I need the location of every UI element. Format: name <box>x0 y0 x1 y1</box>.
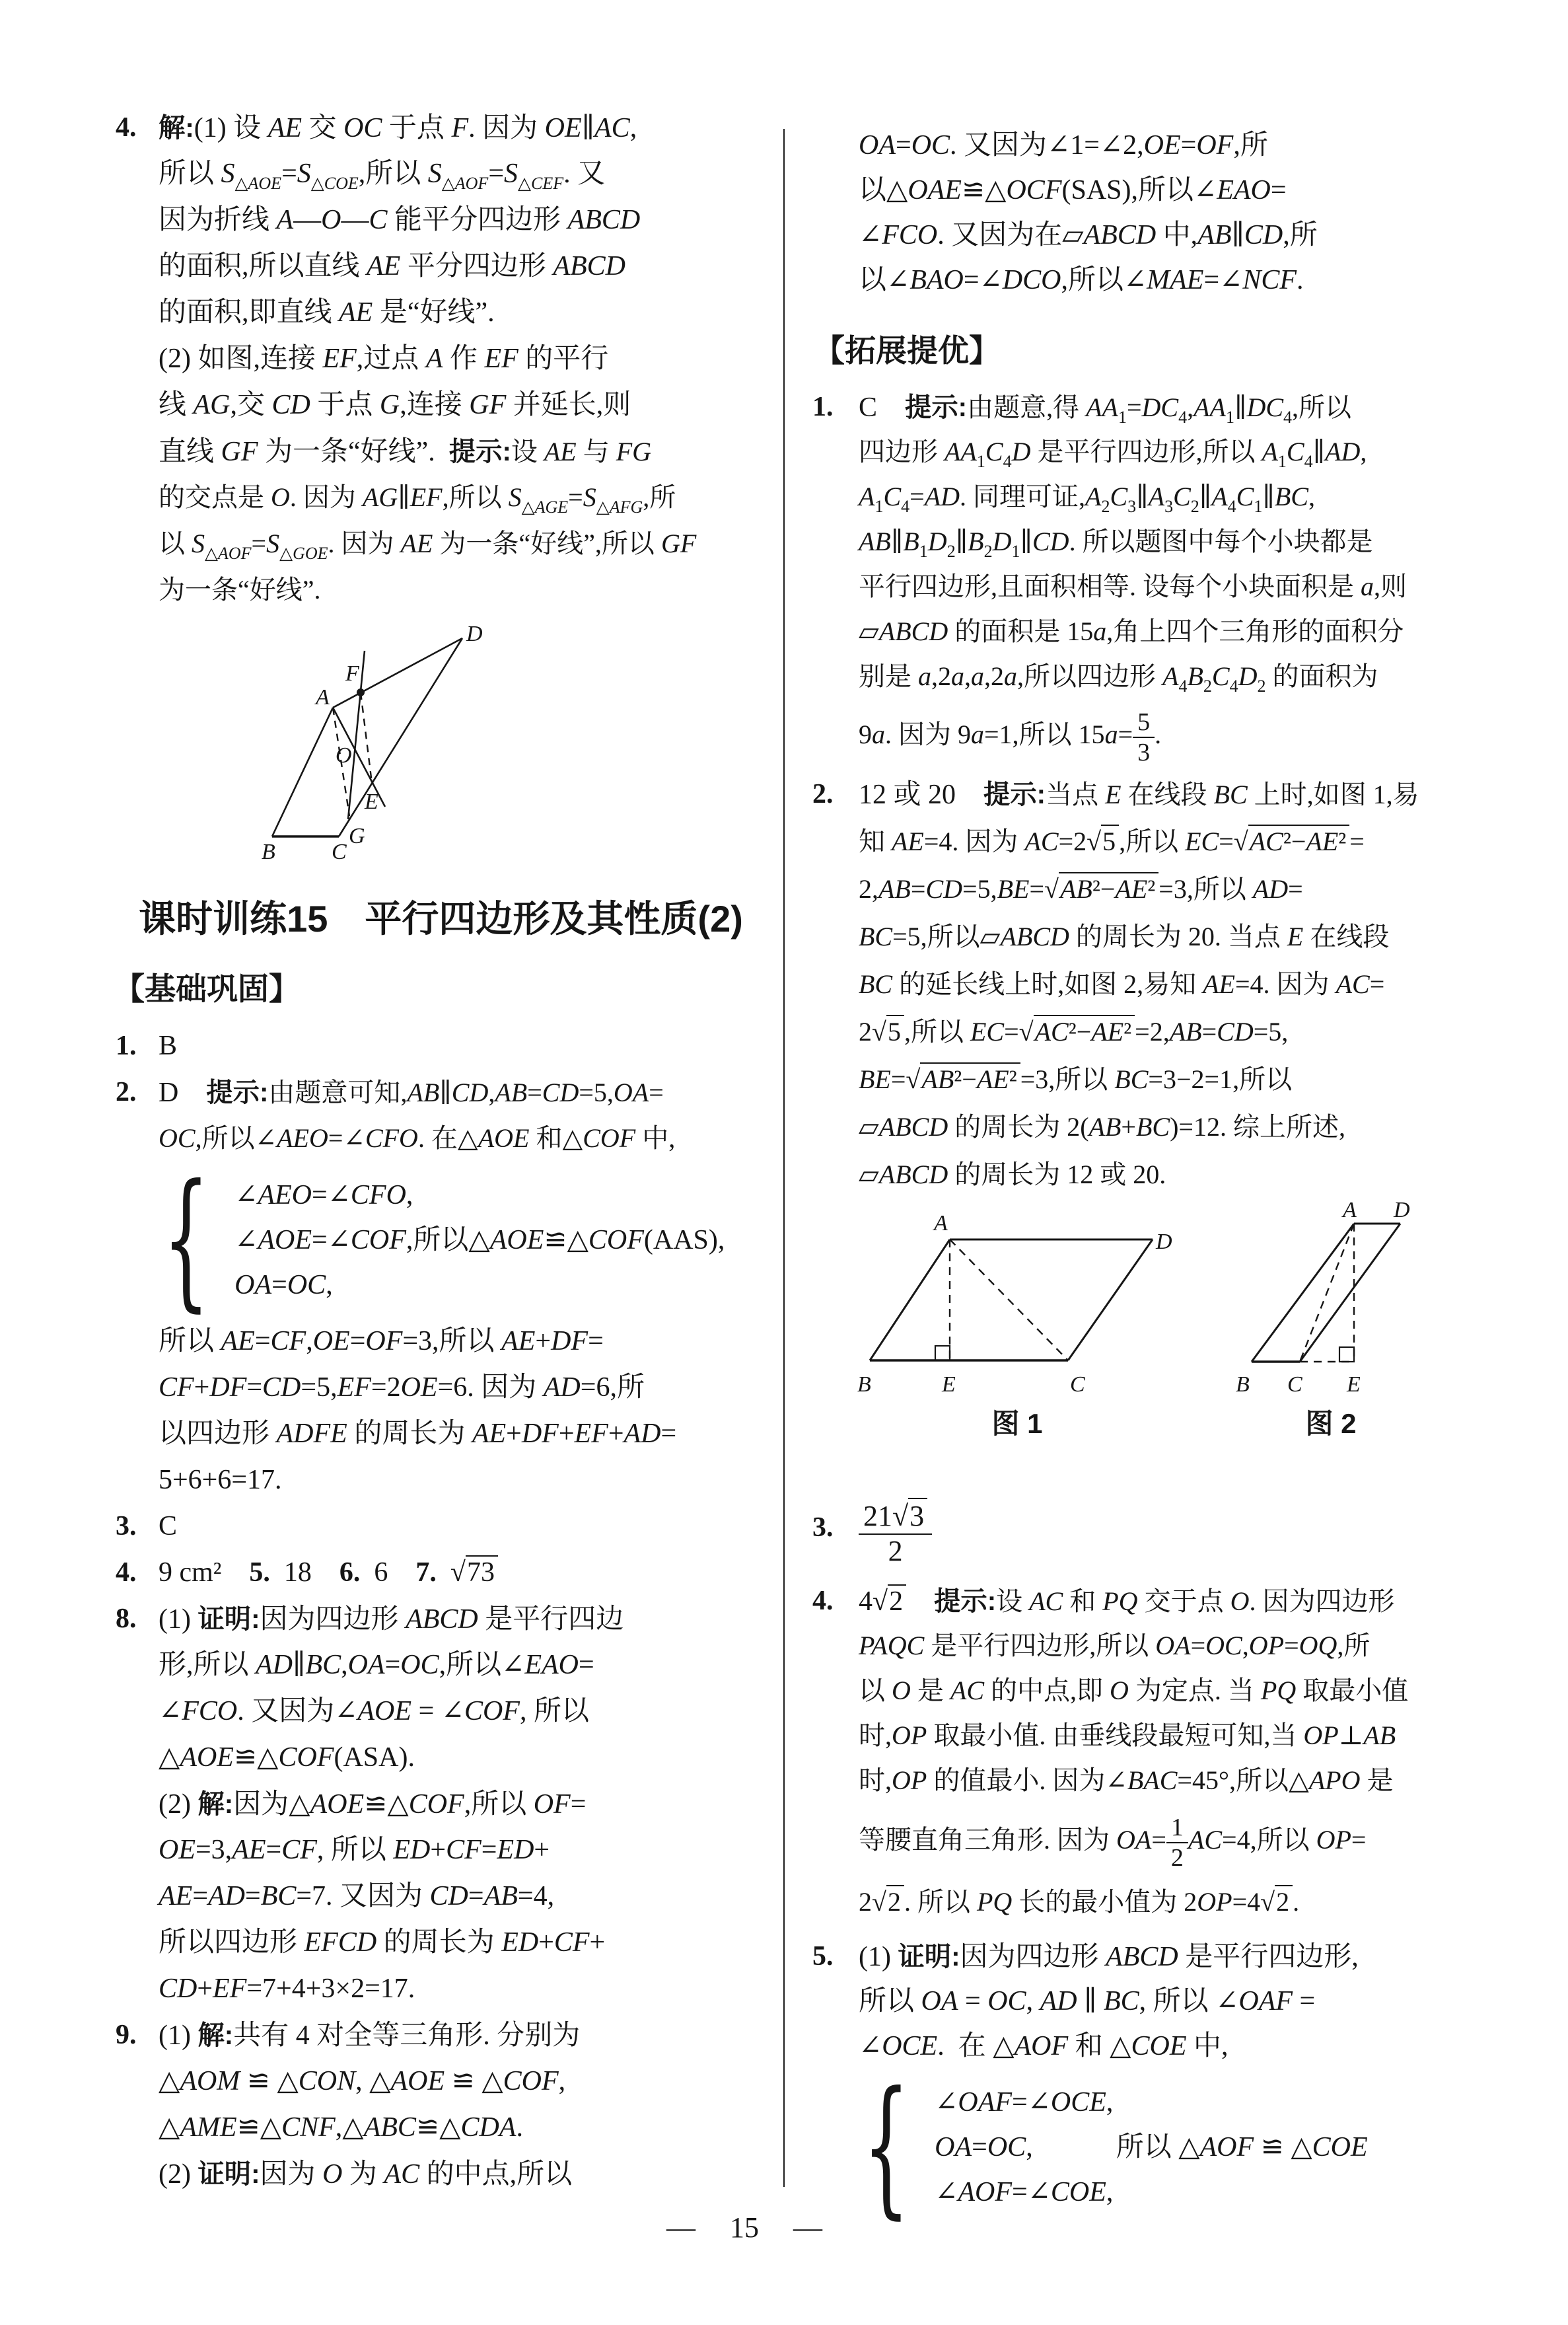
text-line: BC=5,所以▱ABCD 的周长为 20. 当点 E 在线段 <box>859 922 1390 951</box>
text-line: 4. 4√2 提示:设 AC 和 PQ 交于点 O. 因为四边形 <box>812 1586 1395 1617</box>
text-line: 的交点是 O. 因为 AG∥EF,所以 $S_{\triangle AGE}=S_{\triangle AFG}$,所 <box>159 482 676 517</box>
text-line: $AB\parallel B_1D_2\parallel B_2D_1\parallel CD$. 所以题图中每个小块都是 <box>859 527 1373 561</box>
text-line: 四边形 $AA_1C_4D$ 是平行四边形,所以 $A_1C_4\parallel AD$, <box>859 437 1367 471</box>
label-C: C <box>332 840 347 864</box>
text-line: 9. (1) 解:共有 4 对全等三角形. 分别为 <box>116 2020 581 2051</box>
page-number: 15 <box>730 2211 759 2244</box>
text-line: OA=OC, <box>234 1269 333 1300</box>
figure-2-box <box>1225 1199 1437 1442</box>
text-line: ∠OCE. 在 △AOF 和 △COE 中, <box>859 2031 1229 2061</box>
label-F: F <box>345 661 359 686</box>
text-line: OC,所以∠AEO=∠CFO. 在△AOE 和△COF 中, <box>159 1123 676 1153</box>
label-A: A <box>1343 1199 1357 1222</box>
text-line: 知 AE=4. 因为 AC=2√5 ,所以 EC=√AC²−AE² = <box>859 818 1522 866</box>
text-line: 为一条“好线”. <box>159 575 321 605</box>
text-line: BC 的延长线上时,如图 2,易知 AE=4. 因为 AC= <box>859 969 1385 999</box>
text-line: 3. C <box>116 1511 178 1541</box>
text-line: 别是 a,2a,a,2a,所以四边形 $A_4B_2C_4D_2$ 的面积为 <box>859 661 1378 696</box>
text-line: 2√5 ,所以 EC=√AC²−AE² =2,AB=CD=5, <box>859 1008 1522 1056</box>
text-line: CF+DF=CD=5,EF=2OE=6. 因为 AD=6,所 <box>159 1372 645 1403</box>
system-lines <box>935 2080 1368 2215</box>
text-line: 所以 $S_{\triangle AOE}=S_{\triangle COE}$,所以 $S_{\triangle AOF}=S_{\triangle CEF}$. 又 <box>159 159 606 193</box>
label-G: G <box>349 824 365 848</box>
problem-4-solution <box>116 104 766 613</box>
text-line: OA=OC, 所以 △AOF ≌ △COE <box>935 2131 1368 2162</box>
fraction-line-op: 等腰直角三角形. 因为 OA= $\frac{1}{2}$ AC=4,所以 OP= <box>859 1813 1367 1872</box>
text-line: 所以四边形 EFCD 的周长为 ED+CF+ <box>159 1927 606 1958</box>
text-line: 2. 12 或 20 提示:当点 E 在线段 BC 上时,如图 1,易 <box>812 779 1419 810</box>
text-line: 5+6+6=17. <box>159 1465 282 1495</box>
text-line: 以△OAE≌△OCF(SAS),所以∠EAO= <box>859 175 1287 205</box>
text-line: ▱ABCD 的周长为 12 或 20. <box>859 1160 1166 1189</box>
right-angle-mark <box>935 1346 950 1360</box>
basic-items-1-2 <box>116 1023 766 1162</box>
problem-continuation <box>859 123 1522 303</box>
item-3-value: $\frac{21√3}{2}$ <box>859 1501 932 1567</box>
equation-system-2 <box>863 2060 1522 2233</box>
text-line: 以 $S_{\triangle AOF}=S_{\triangle GOE}$. 因为 AE 为一条“好线”,所以 GF <box>159 529 697 563</box>
footer-dash-right: — <box>793 2211 822 2244</box>
label-B: B <box>1236 1372 1250 1397</box>
text-line: 所以 AE=CF,OE=OF=3,所以 AE+DF= <box>159 1326 604 1356</box>
text-line: AE=AD=BC=7. 又因为 CD=AB=4, <box>159 1881 555 1911</box>
point-F-dot <box>357 688 365 696</box>
text-line: (2) 如图,连接 EF,过点 A 作 EF 的平行 <box>159 344 609 374</box>
column-divider <box>783 129 785 2187</box>
item-number: 3. <box>812 1512 834 1543</box>
brace-icon: { <box>162 1153 210 1326</box>
text-line: 因为折线 A—O—C 能平分四边形 ABCD <box>159 205 641 235</box>
footer-dash-left: — <box>666 2211 695 2244</box>
text-line: 8. (1) 证明:因为四边形 ABCD 是平行四边 <box>116 1604 624 1635</box>
label-B: B <box>262 840 275 864</box>
text-line: △AOM ≌ △CON, △AOE ≌ △COF, <box>159 2066 566 2096</box>
label-O: O <box>336 743 352 768</box>
geometry-figure-2 <box>1225 1199 1437 1397</box>
geometry-figure-good-line <box>244 613 495 877</box>
text-line: 4. 解:(1) 设 AE 交 OC 于点 F. 因为 OE∥AC, <box>116 112 637 143</box>
text-line: 的面积,即直线 AE 是“好线”. <box>159 297 495 328</box>
text-line: 时,OP 取最小值. 由垂线段最短可知,当 OP⊥AB <box>859 1720 1396 1750</box>
label-C: C <box>1070 1372 1085 1397</box>
text-line: 4. 9 cm² 5. 18 6. 6 7. √73 <box>159 1549 766 1596</box>
text-line: PAQC 是平行四边形,所以 OA=OC,OP=OQ,所 <box>859 1631 1371 1660</box>
text-line: ∠FCO. 又因为在▱ABCD 中,AB∥CD,所 <box>859 220 1318 250</box>
section-basic: 【基础巩固】 <box>114 971 300 1006</box>
text-line: ▱ABCD 的面积是 15a,角上四个三角形的面积分 <box>859 616 1404 646</box>
text-line: 2. D 提示:由题意可知,AB∥CD,AB=CD=5,OA= <box>116 1077 664 1108</box>
label-C: C <box>1287 1372 1302 1397</box>
label-E: E <box>365 790 378 814</box>
label-D: D <box>466 622 483 646</box>
equation-system-1 <box>162 1153 766 1326</box>
basic-items-2-7 <box>116 1318 766 1596</box>
label-D: D <box>1156 1230 1172 1254</box>
text-line: 直线 GF 为一条“好线”. 提示:设 AE 与 FG <box>159 436 652 467</box>
text-line: 所以 OA = OC, AD ∥ BC, 所以 ∠OAF = <box>859 1986 1316 2016</box>
text-line: OE=3,AE=CF, 所以 ED+CF=ED+ <box>159 1835 550 1865</box>
text-line: 以四边形 ADFE 的周长为 AE+DF+EF+AD= <box>159 1419 677 1449</box>
text-line: ∠AOE=∠COF,所以△AOE≌△COF(AAS), <box>234 1224 725 1255</box>
label-D: D <box>1394 1199 1410 1222</box>
text-line: 1. B <box>116 1031 178 1061</box>
text-line: 平行四边形,且面积相等. 设每个小块面积是 a,则 <box>859 572 1407 601</box>
text-line: 的面积,所以直线 AE 平分四边形 ABCD <box>159 251 625 281</box>
item-4-last-line: 2√2 . 所以 PQ 长的最小值为 2OP=4√2 . <box>859 1877 1522 1927</box>
text-line: $A_1C_4=AD$. 同理可证$,A_2C_3\parallel A_3C_2\parallel A_4C_1\parallel BC$, <box>859 482 1315 516</box>
advanced-item-4 <box>812 1578 1522 1803</box>
label-B: B <box>857 1372 871 1397</box>
label-A: A <box>934 1211 948 1236</box>
text-line: CD+EF=7+4+3×2=17. <box>159 1974 415 2004</box>
left-column <box>116 104 766 2197</box>
label-A: A <box>316 685 330 710</box>
figures-row <box>812 1199 1522 1489</box>
right-column <box>812 123 1522 2233</box>
text-line: 时,OP 的值最小. 因为∠BAC=45°,所以△APO 是 <box>859 1765 1394 1795</box>
fraction-line-15a: 9a. 因为 9a=1,所以 15a= $\frac{5}{3}$ . <box>859 708 1162 766</box>
label-E: E <box>1347 1372 1361 1397</box>
text-line: ∠AOF=∠COE, <box>935 2176 1114 2207</box>
text-line: △AME≌△CNF,△ABC≌△CDA. <box>159 2112 523 2143</box>
right-angle-mark <box>1339 1347 1354 1362</box>
section-advanced: 【拓展提优】 <box>814 333 1000 368</box>
basic-item-9 <box>116 1919 766 2197</box>
page-footer <box>586 2208 903 2248</box>
text-line: ▱ABCD 的周长为 2(AB+BC)=12. 综上所述, <box>859 1112 1345 1142</box>
text-line: (2) 证明:因为 O 为 AC 的中点,所以 <box>159 2159 573 2190</box>
text-line: ∠FCO. 又因为∠AOE = ∠COF, 所以 <box>159 1696 589 1726</box>
text-line: ∠OAF=∠OCE, <box>935 2086 1114 2118</box>
system-lines <box>234 1173 725 1308</box>
advanced-item-5 <box>812 1934 1522 2069</box>
text-line: 以∠BAO=∠DCO,所以∠MAE=∠NCF. <box>859 265 1304 295</box>
basic-item-8 <box>116 1596 766 1919</box>
label-E: E <box>942 1372 956 1397</box>
text-line: 5. (1) 证明:因为四边形 ABCD 是平行四边形, <box>812 1941 1359 1972</box>
geometry-figure-1 <box>852 1199 1182 1397</box>
text-line: 形,所以 AD∥BC,OA=OC,所以∠EAO= <box>159 1650 594 1680</box>
text-line: △AOE≌△COF(ASA). <box>159 1742 415 1773</box>
text-line: ∠AEO=∠CFO, <box>234 1179 413 1210</box>
figure-1-box <box>852 1199 1182 1442</box>
figure-2-caption: 图 2 <box>1305 1408 1357 1439</box>
advanced-item-2 <box>812 770 1522 1199</box>
text-line: BE=√AB²−AE² =3,所以 BC=3−2=1,所以 <box>859 1056 1522 1103</box>
text-line: (2) 解:因为△AOE≌△COF,所以 OF= <box>159 1789 587 1820</box>
text-line: 1. C 提示:由题意,得 $AA_1=DC_4,AA_1\parallel DC_4$,所以 <box>812 392 1352 427</box>
lesson-title: 课时训练15 平行四边形及其性质(2) <box>139 898 743 940</box>
figure-1-caption: 图 1 <box>991 1408 1043 1439</box>
text-line: 2,AB=CD=5,BE=√AB²−AE² =3,所以 AD= <box>859 866 1522 913</box>
text-line: OA=OC. 又因为∠1=∠2,OE=OF,所 <box>859 130 1268 161</box>
figure-problem4 <box>159 613 766 885</box>
advanced-item-3 <box>812 1489 1522 1578</box>
text-line: 以 O 是 AC 的中点,即 O 为定点. 当 PQ 取最小值 <box>859 1676 1409 1705</box>
brace-icon: { <box>863 2060 910 2233</box>
text-line: 线 AG,交 CD 于点 G,连接 GF 并延长,则 <box>159 390 631 420</box>
advanced-item-1 <box>812 385 1522 699</box>
